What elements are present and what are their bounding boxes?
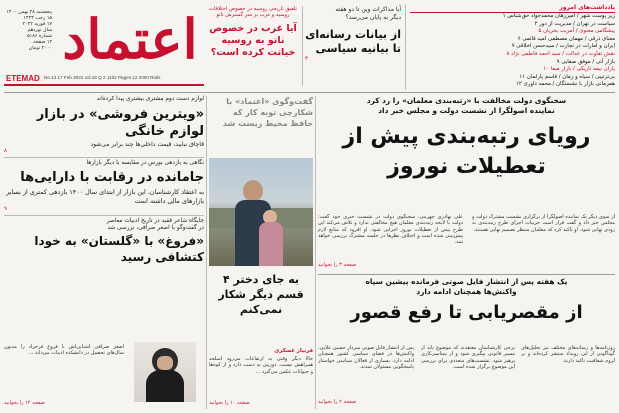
divider [302, 6, 303, 86]
story-kicker: یک هفته پس از انتشار فایل صوتی فرمانده پیشین سپاه [365, 277, 568, 286]
story-body: پس از انتشار فایل صوتی سردار حسین علایی، واکنش‌ها در فضای سیاسی کشور همچنان ادامه دارد. بسیاری از فعالان سیاسی خواستار پاسخگویی مسئولان شدند. [318, 345, 414, 370]
story-body: حالا دیگر وقتی به ارتفاعات می‌رود اسلحه همراهش نیست. دوربین به دست دارد و از کوه‌ها و حیوانات عکس می‌گیرد ... [209, 356, 313, 375]
story-kicker: جایگاه شاعر فقید در تاریخ ادبیات معاصر [106, 217, 204, 224]
date-line: ۱۷ فوریه ۲۰۲۲ [22, 22, 52, 27]
read-more-link[interactable]: صفحه ۱۲ را بخوانید [4, 400, 45, 406]
date-line: سال نوزدهم [27, 28, 52, 33]
masthead [4, 4, 204, 96]
masthead-logo: اعتماد [62, 7, 198, 71]
top-section-rule [4, 92, 615, 93]
divider [4, 157, 204, 158]
teaser-vienna[interactable] [305, 6, 401, 86]
teaser-kicker: تلفیق تاریخی روسیه در خصوص اختلافات روسیه و غرب بر سر گسترش ناتو [209, 6, 297, 19]
photo-story [209, 96, 313, 409]
date-line: ۲۰۰۰ تومان [28, 46, 52, 51]
list-item[interactable]: سیاست در تهران / مدیریت از دور ۲ [534, 20, 615, 27]
page-ref: ۳ [305, 56, 308, 62]
story-body: از سوی دیگر یک نماینده اصولگرا از برگزاری نشست مشترک دولت و مجلس خبر داد و گفت قرار است جزییات اجرای طرح رتبه‌بندی به زودی نهایی شود. او تاکید کرد که معلمان منتظر تصمیم نهایی هستند. [472, 214, 615, 233]
teaser-kicker-line: دیگر به پایان می‌رسد؟ [345, 14, 401, 21]
date-block [4, 10, 52, 52]
story-kicker: واکنش‌ها همچنان ادامه دارد [416, 287, 517, 296]
story-sub: در گفت‌وگو با اصغر صرافی، بررسی شد [107, 224, 204, 231]
byline: فرنیاز عسکری [274, 348, 313, 354]
story-kicker: لوازم دست دوم مشتری بیشتری پیدا کرده‌اند [96, 96, 204, 102]
divider [4, 215, 204, 216]
date-line: ۱۲ صفحه [33, 40, 52, 45]
teaser-kicker [305, 6, 401, 22]
story-kicker: نگاهی به بازدهی بورس در مقایسه با دیگر بازارها [86, 159, 204, 166]
masthead-latin: ETEMAD [6, 74, 40, 83]
list-item[interactable]: یاران نیمه تاریکی / بازار صفا ۱۰ [543, 66, 615, 73]
date-line: پنجشنبه ۲۸ بهمن ۱۴۰۰ [6, 10, 52, 15]
story-sub: قاچاق نبایید، قیمت داخلی‌ها چند برابر می‌شود [90, 140, 204, 148]
read-more-link[interactable]: صفحه ۱۰ را بخوانید [209, 400, 250, 406]
story-headline[interactable]: «فروغ» با «گلستان» به خودا کتشافی رسید [34, 234, 204, 265]
notes-box [405, 4, 615, 90]
list-item[interactable]: بی‌ترتیبی / سیاه و زمان / قاسم پارلمان ۱۱ [519, 73, 615, 80]
left-column [4, 96, 204, 409]
notes-list [410, 13, 615, 89]
page-ref: ۸ [4, 148, 7, 155]
lead-story [318, 96, 615, 272]
story-kicker[interactable]: گفت‌وگوی «اعتماد» با شکارچی توبه کار که حافظ محیط زیست شد [222, 97, 313, 128]
page-ref: ۹ [4, 206, 7, 213]
list-item[interactable]: بازار آتی / موفق صفایی ۹ [556, 58, 615, 65]
list-item[interactable]: پیشگامی معنوی / آمریت بخریان ۵ [538, 28, 615, 35]
list-item[interactable]: ایران و امارات در تجارت / سیدحسن اخلاقی ۷ [511, 43, 615, 50]
list-item[interactable]: زیر پوست شهر / امیرزهان محمدجواد حق‌شناس ۱ [502, 13, 615, 19]
story-body: اصغر صرافی آشنایی‌اش با فروغ فرخزاد را مدیون سال‌های تحصیل در دانشکده ادبیات می‌داند ... [4, 344, 124, 357]
portrait-photo [134, 342, 196, 402]
story-kicker: سخنگوی دولت مخالفت با «رتبه‌بندی معلمان» را رد کرد [366, 96, 567, 105]
story-kicker: نماینده اصولگرا از نشست دولت و مجلس خبر داد [378, 106, 555, 115]
teaser-headline: آیا غرب در خصوص ناتو به روسیه خیانت کرده است؟ [209, 22, 297, 58]
list-item[interactable]: نقش تفاوت در عدالت / سید احمد فاطمی نژاد ۸ [506, 50, 615, 57]
story-headline[interactable]: به جای دختر ۴ قسم دیگر شکار نمی‌کنم [218, 273, 304, 316]
notes-title: یادداشت‌های امروز [410, 4, 615, 13]
masthead-rule [4, 84, 204, 86]
divider [315, 96, 316, 409]
masthead-latin-meta: No.13 17 Feb 2022 vol.19 Q 2 1102 Pages 12 2000 Rials [44, 75, 161, 80]
story-body: برخی کارشناسان معتقدند که موضوع باید از مسیر قانونی پیگیری شود و از سیاسی‌کاری پرهیز شود. نشست‌های متعددی برای بررسی این موضوع برگزار شده است. [421, 345, 515, 370]
read-more-link[interactable]: صفحه ۳ را بخوانید [318, 262, 357, 268]
date-line: شماره ۵۱۸۶ [27, 34, 52, 39]
read-more-link[interactable]: صفحه ۲ را بخوانید [318, 399, 357, 405]
teaser-kicker-line: آیا مذاکرات وین تا دو هفته [335, 6, 401, 13]
list-item[interactable]: همزمانی بازار با نشستگان / محمد داوری ۱۲ [515, 81, 615, 88]
story-body: علی بهادری جهرمی، سخنگوی دولت در نشست خبری خود گفت: دولت با لایحه رتبه‌بندی معلمان هیچ مخالفتی ندارد و تلاش می‌کند این طرح پیش از تعطیلات نوروز اجرایی شود. او افزود که منابع لازم پیش‌بینی شده است و اختلاف نظرها در جلسه مشترک بررسی خواهد شد. [318, 214, 463, 246]
lead-headline[interactable]: رویای رتبه‌بندی پیش از تعطیلات نوروز [342, 124, 591, 179]
teaser-nato[interactable] [207, 6, 299, 86]
divider [206, 96, 207, 409]
date-line: ۱۵ رجب ۱۴۴۳ [23, 16, 52, 21]
story-sub: به اعتقاد کارشناسان، این بازار از ابتدای سال ۱۴۰۰ بازدهی کمتری از بسایر بازارهای مالی داشته است [6, 188, 204, 206]
second-story [318, 277, 615, 409]
story-body: روزنامه‌ها و رسانه‌های مختلف نیز تحلیل‌های گوناگونی از این رویداد منتشر کرده‌اند و بر لزوم شفافیت تاکید دارند. [521, 345, 615, 364]
story-headline[interactable]: «ویترین فروشی» در بازار لوازم خانگی [36, 106, 204, 139]
list-item[interactable]: معنای ذرقی / مهمان مصطفی امید قائمی ۶ [517, 35, 615, 42]
second-headline[interactable]: از مقصریابی تا رفع قصور [350, 302, 583, 323]
teaser-headline: از بیانات رسانه‌ای تا بیانیه سیاسی [305, 28, 401, 55]
section-rule [318, 274, 615, 275]
story-headline[interactable]: جامانده در رقابت با دارایی‌ها [20, 170, 204, 186]
shepherd-photo [209, 158, 313, 266]
